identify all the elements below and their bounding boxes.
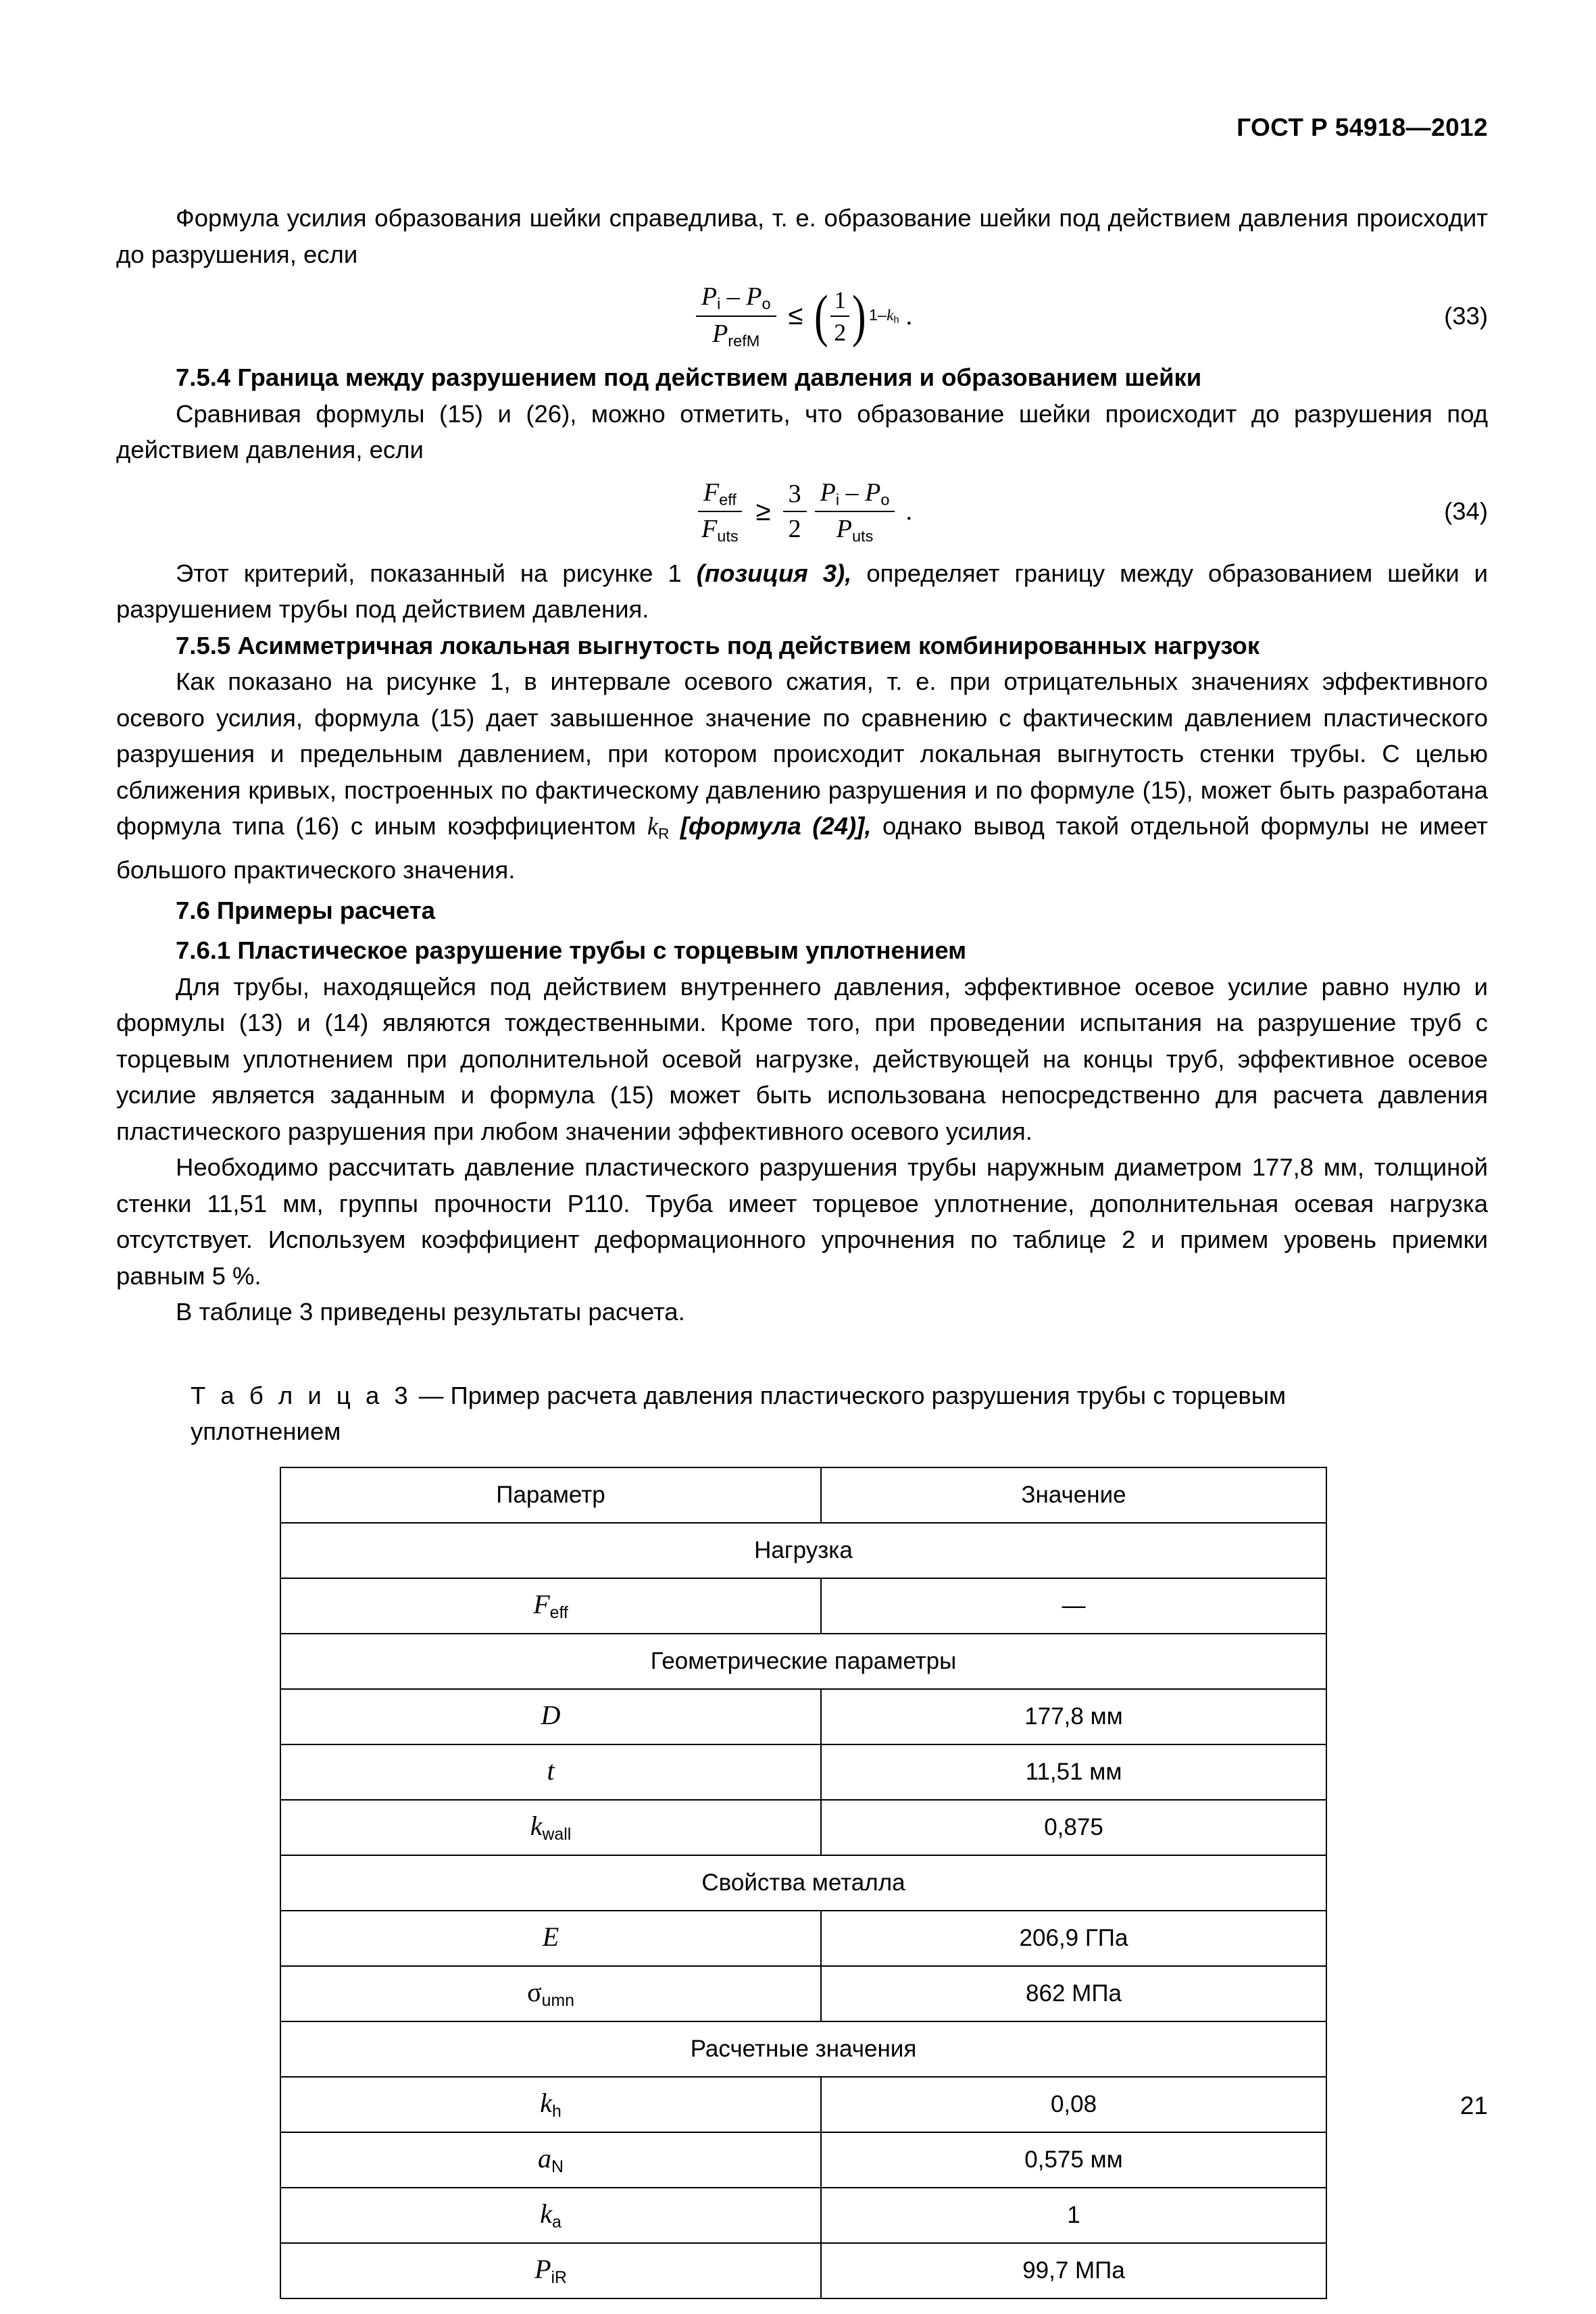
coefficient-denominator: 2 <box>788 515 801 544</box>
symbol-P: P <box>836 515 852 544</box>
symbol-subscript: wall <box>542 1826 572 1844</box>
paragraph-3 <box>116 555 1488 628</box>
table-cell-symbol <box>280 2077 821 2132</box>
table-row <box>280 2132 1326 2188</box>
formula-34-rhs-numerator <box>815 478 895 513</box>
paragraph-4-text-a: Как показано на рисунке 1, в интервале осевого сжатия, т. е. при отрицательных значениях эффективного осевого усилия, формула (15) дает завышенное значение по сравнению с фактическим давлением пластического разрушения и предельным давлением, при котором происходит локальная выгнутость стенки трубы. С целью сближения кривых, построенных по фактическому давлению разрушения и по формуле (15), может быть разработана формула типа (16) с иным коэффициентом <box>116 668 1488 840</box>
subscript-i: i <box>835 491 840 509</box>
formula-33-period: . <box>905 301 913 330</box>
table-cell-value: — <box>821 1578 1326 1634</box>
standard-header: ГОСТ Р 54918—2012 <box>1237 114 1488 141</box>
table-cell-value: 0,875 <box>821 1800 1326 1855</box>
table-row <box>280 2243 1326 2298</box>
subscript-eff: eff <box>719 491 737 509</box>
formula-34-expression <box>692 478 912 546</box>
table-row <box>280 1744 1326 1800</box>
table-cell-symbol <box>280 1800 821 1855</box>
table-cell-symbol <box>280 1578 821 1634</box>
paragraph-2: Сравнивая формулы (15) и (26), можно отметить, что образование шейки происходит до разрушения под действием давления, если <box>116 399 1488 464</box>
table-column-header-parameter: Параметр <box>280 1467 821 1523</box>
document-body <box>116 200 1488 2299</box>
formula-34-rhs-fraction <box>815 478 895 546</box>
inline-subscript-R: R <box>658 825 670 842</box>
table-row <box>280 1800 1326 1855</box>
table-cell-value: 11,51 мм <box>821 1744 1326 1800</box>
symbol-P: P <box>746 282 762 311</box>
symbol-subscript: h <box>551 2103 562 2121</box>
symbol-text: t <box>547 1755 555 1786</box>
symbol-text: D <box>541 1700 561 1731</box>
table-cell-value: 206,9 ГПа <box>821 1911 1326 1966</box>
symbol-F: F <box>701 515 718 544</box>
minus-sign: – <box>845 478 859 507</box>
symbol-subscript: eff <box>549 1604 568 1623</box>
formula-34-lhs-fraction <box>696 478 744 546</box>
relation-operator: ≥ <box>755 496 771 526</box>
table-row <box>280 1966 1326 2021</box>
formula-33-lhs-fraction <box>696 282 776 350</box>
symbol-text: k <box>530 1811 543 1842</box>
formula-33 <box>116 282 1488 350</box>
paragraph-3-text-b: определяет границу между образованием шейки и разрушением трубы под действием давления. <box>116 559 1488 624</box>
symbol-subscript: iR <box>551 2269 567 2288</box>
exponent-k-subscript: h <box>893 315 899 326</box>
table-cell-symbol <box>280 1689 821 1744</box>
table-cell-symbol <box>280 2132 821 2188</box>
table-group-heading: Нагрузка <box>280 1523 1326 1578</box>
relation-operator: ≤ <box>788 301 803 331</box>
paragraph-1: Формула усилия образования шейки справедлива, т. е. образование шейки под действием давления происходит до разрушения, если <box>116 204 1488 268</box>
calculation-table <box>280 1467 1327 2299</box>
paragraph-3-text-a: Этот критерий, показанный на рисунке 1 <box>176 559 697 587</box>
table-caption <box>191 1378 1339 1449</box>
table-column-header-value: Значение <box>821 1467 1326 1523</box>
table-cell-symbol <box>280 1966 821 2021</box>
paragraph-6: Необходимо рассчитать давление пластического разрушения трубы наружным диаметром 177,8 мм, толщиной стенки 11,51 мм, группы прочности Р110. Труба имеет торцевое уплотнение, дополнительная осевая нагрузка отсутствует. Используем коэффициент деформационного упрочнения по таблице 2 и примем уровень приемки равным 5 %. <box>116 1153 1488 1290</box>
paragraph-5: Для трубы, находящейся под действием внутреннего давления, эффективное осевое усилие равно нулю и формулы (13) и (14) являются тождественными. Кроме того, при проведении испытания на разрушение труб с торцевым уплотнением при дополнительной осевой нагрузке, действующей на концы труб, эффективное осевое усилие является заданным и формула (15) может быть использована непосредственно для расчета давления пластического разрушения при любом значении эффективного осевого усилия. <box>116 972 1488 1145</box>
paragraph-7: В таблице 3 приведены результаты расчета. <box>176 1298 685 1326</box>
table-cell-value: 862 МПа <box>821 1966 1326 2021</box>
table-caption-text: Пример расчета давления пластического разрушения трубы с торцевым уплотнением <box>191 1381 1287 1445</box>
symbol-text: k <box>540 2088 552 2119</box>
symbol-text: a <box>538 2143 552 2174</box>
formula-33-exponent <box>869 306 899 326</box>
table-row <box>280 1523 1326 1578</box>
heading-7-5-4: 7.5.4 Граница между разрушением под действием давления и образованием шейки <box>176 363 1202 392</box>
heading-7-6-1: 7.6.1 Пластическое разрушение трубы с торцевым уплотнением <box>176 936 967 965</box>
paragraph-4-emphasis: [формула (24)], <box>669 812 872 840</box>
minus-sign: – <box>726 282 740 311</box>
heading-7-5-5: 7.5.5 Асимметричная локальная выгнутость под действием комбинированных нагрузок <box>176 631 1260 659</box>
symbol-text: k <box>540 2198 552 2230</box>
symbol-P: P <box>865 478 881 507</box>
formula-34-numerator <box>698 478 742 513</box>
table-cell-value: 177,8 мм <box>821 1689 1326 1744</box>
coefficient-numerator: 3 <box>783 479 807 512</box>
table-row <box>280 1634 1326 1689</box>
subscript-o: o <box>762 295 771 313</box>
symbol-subscript: umn <box>541 1992 574 2011</box>
paragraph-4-text-b: однако вывод такой отдельной формулы не имеет большого практического значения. <box>116 812 1488 884</box>
table-caption-label: Т а б л и ц а 3 <box>191 1381 412 1409</box>
table-cell-value: 99,7 МПа <box>821 2243 1326 2298</box>
table-row <box>280 2077 1326 2132</box>
formula-33-half-fraction <box>830 286 849 347</box>
calculation-table-body <box>280 1467 1326 2298</box>
table-cell-value: 0,08 <box>821 2077 1326 2132</box>
table-row <box>280 1689 1326 1744</box>
formula-34-denominator <box>696 512 744 546</box>
table-group-heading: Геометрические параметры <box>280 1634 1326 1689</box>
formula-33-denominator <box>707 317 765 351</box>
half-numerator: 1 <box>830 286 849 317</box>
table-row <box>280 1578 1326 1634</box>
formula-34 <box>116 478 1488 546</box>
table-cell-symbol <box>280 1911 821 1966</box>
table-cell-value: 0,575 мм <box>821 2132 1326 2188</box>
subscript-uts: uts <box>851 527 874 545</box>
formula-33-expression <box>692 282 912 350</box>
table-cell-symbol <box>280 2188 821 2243</box>
table-cell-symbol <box>280 1744 821 1800</box>
table-row <box>280 1855 1326 1911</box>
table-cell-symbol <box>280 2243 821 2298</box>
table-caption-dash: — <box>412 1381 451 1409</box>
symbol-text: F <box>533 1589 550 1620</box>
heading-7-6: 7.6 Примеры расчета <box>176 896 435 924</box>
table-group-heading: Расчетные значения <box>280 2021 1326 2077</box>
exponent-one-minus: 1– <box>868 306 887 324</box>
symbol-subscript: N <box>551 2158 564 2177</box>
symbol-text: E <box>542 1921 559 1953</box>
symbol-subscript: a <box>551 2213 562 2232</box>
subscript-uts: uts <box>717 527 739 545</box>
paragraph-3-emphasis: (позиция 3), <box>696 559 852 587</box>
formula-34-number: (34) <box>1444 497 1488 526</box>
right-paren: ) <box>852 282 866 348</box>
formula-33-number: (33) <box>1444 301 1488 330</box>
formula-34-period: . <box>905 497 912 526</box>
inline-symbol-k: k <box>647 812 659 840</box>
table-row <box>280 2021 1326 2077</box>
subscript-refM: refM <box>728 332 760 350</box>
symbol-text: P <box>534 2254 551 2285</box>
formula-34-rhs-denominator <box>831 512 879 546</box>
table-row <box>280 2188 1326 2243</box>
formula-33-numerator <box>696 282 776 317</box>
subscript-i: i <box>717 295 721 313</box>
table-header-row <box>280 1467 1326 1523</box>
symbol-P: P <box>701 282 718 311</box>
page-number: 21 <box>1460 2092 1488 2119</box>
symbol-text: σ <box>527 1977 542 2008</box>
table-cell-value: 1 <box>821 2188 1326 2243</box>
formula-34-coefficient <box>783 479 807 544</box>
symbol-F: F <box>703 478 720 507</box>
exponent-k: k <box>887 307 894 325</box>
half-denominator: 2 <box>834 318 847 346</box>
left-paren: ( <box>814 282 828 348</box>
symbol-P: P <box>712 319 728 348</box>
table-group-heading: Свойства металла <box>280 1855 1326 1911</box>
paragraph-4 <box>116 663 1488 888</box>
symbol-P: P <box>820 478 836 507</box>
subscript-o: o <box>880 491 890 509</box>
table-row <box>280 1911 1326 1966</box>
